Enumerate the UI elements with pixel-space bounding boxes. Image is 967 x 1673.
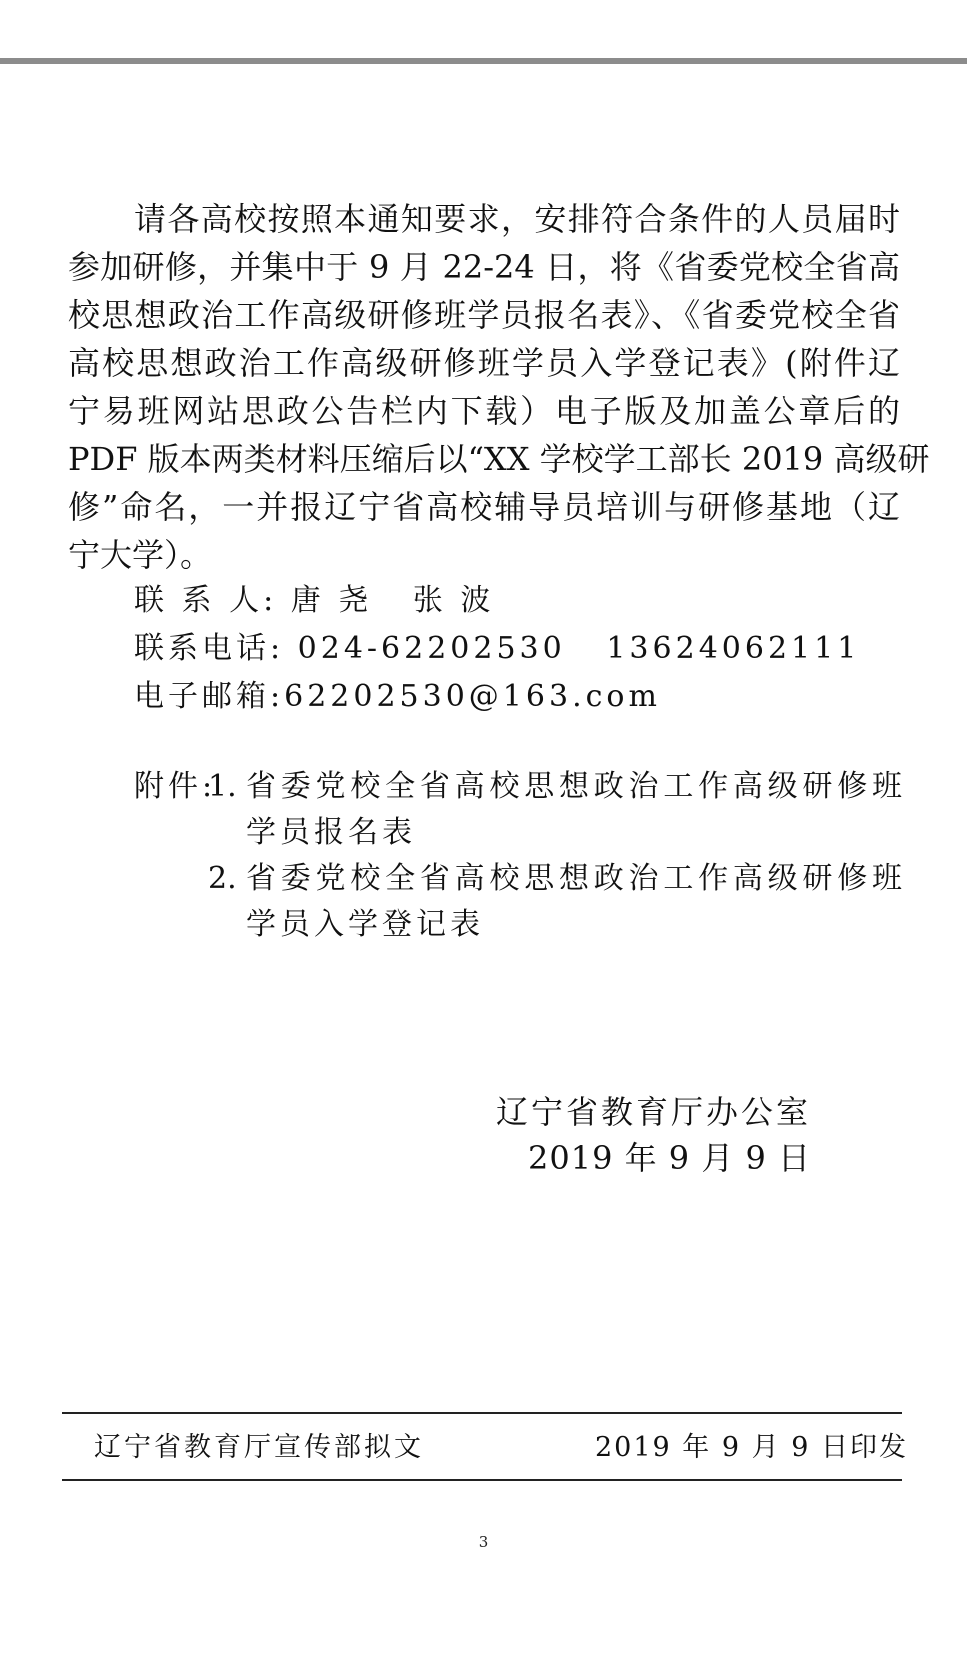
attachment-2-title-cont: 学员入学登记表 (246, 907, 484, 942)
top-divider (0, 58, 967, 64)
body-line-6: PDF 版本两类材料压缩后以“XX 学校学工部长 2019 高级研 (68, 440, 930, 478)
attachment-2-number: 2. (208, 861, 237, 896)
attachment-2-title: 省委党校全省高校思想政治工作高级研修班 (246, 861, 902, 896)
signature-org: 辽宁省教育厅办公室 (496, 1093, 812, 1131)
footer-issue-date: 2019 年 9 月 9 日印发 (595, 1432, 908, 1463)
body-line-1: 请各高校按照本通知要求，安排符合条件的人员届时 (134, 200, 900, 238)
body-line-2: 参加研修，并集中于 9 月 22-24 日，将《省委党校全省高 (68, 248, 900, 286)
contact-person: 联 系 人: 唐 尧 张 波 (134, 583, 495, 618)
body-line-5: 宁易班网站思政公告栏内下载）电子版及加盖公章后的 (68, 392, 900, 430)
attachment-1-title: 省委党校全省高校思想政治工作高级研修班 (246, 769, 902, 804)
page-number: 3 (478, 1533, 489, 1551)
body-line-4: 高校思想政治工作高级研修班学员入学登记表》(附件辽 (68, 344, 900, 382)
attachment-1-number: 1. (208, 769, 237, 804)
footer-top-rule (62, 1412, 902, 1414)
signature-date: 2019 年 9 月 9 日 (528, 1139, 812, 1177)
attachments-label: 附件: (134, 769, 217, 804)
footer-bottom-rule (62, 1479, 902, 1481)
body-line-8: 宁大学）。 (68, 536, 213, 574)
contact-email: 电子邮箱:62202530@163.com (134, 679, 661, 714)
body-line-7: 修”命名，一并报辽宁省高校辅导员培训与研修基地（辽 (68, 488, 900, 526)
body-line-3: 校思想政治工作高级研修班学员报名表》、《省委党校全省 (68, 296, 900, 334)
footer-drafted-by: 辽宁省教育厅宣传部拟文 (94, 1432, 424, 1463)
contact-phone: 联系电话: 024-62202530 13624062111 (134, 631, 861, 666)
attachment-1-title-cont: 学员报名表 (246, 815, 416, 850)
